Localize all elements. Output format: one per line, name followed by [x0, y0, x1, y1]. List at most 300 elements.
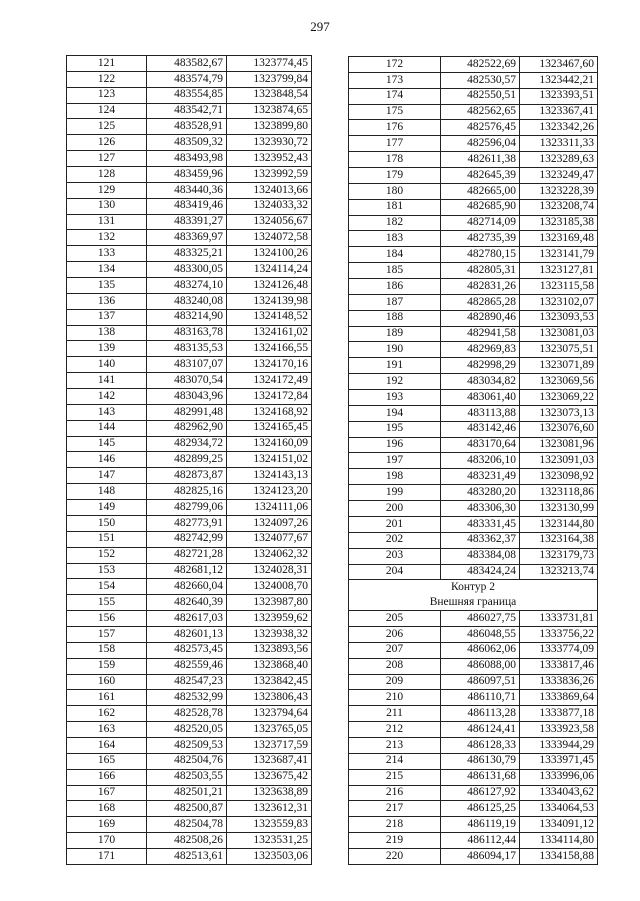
y-coordinate: 1323075,51: [520, 342, 598, 358]
table-row: [67, 658, 312, 674]
y-coordinate: 1323342,26: [520, 120, 598, 136]
table-row: [67, 71, 312, 87]
y-coordinate: 1334064,53: [520, 801, 598, 817]
x-coordinate: 482645,39: [441, 168, 520, 184]
y-coordinate: 1323073,13: [520, 405, 598, 421]
y-coordinate: 1323081,96: [520, 437, 598, 453]
point-number: 192: [349, 374, 441, 390]
x-coordinate: 483440,36: [147, 182, 227, 198]
point-number: 129: [67, 182, 147, 198]
y-coordinate: 1324123,20: [227, 484, 312, 500]
table-row: [67, 626, 312, 642]
table-row: [349, 57, 598, 73]
y-coordinate: 1323467,60: [520, 57, 598, 73]
point-number: 184: [349, 247, 441, 263]
table-row: [67, 151, 312, 167]
y-coordinate: 1323144,80: [520, 516, 598, 532]
table-row: [67, 468, 312, 484]
y-coordinate: 1333877,18: [520, 706, 598, 722]
point-number: 131: [67, 214, 147, 230]
y-coordinate: 1323531,25: [227, 833, 312, 849]
x-coordinate: 483459,96: [147, 167, 227, 183]
x-coordinate: 483362,37: [441, 532, 520, 548]
point-number: 157: [67, 626, 147, 642]
x-coordinate: 482681,12: [147, 563, 227, 579]
x-coordinate: 482576,45: [441, 120, 520, 136]
x-coordinate: 482509,53: [147, 737, 227, 753]
point-number: 160: [67, 674, 147, 690]
table-row: [349, 501, 598, 517]
point-number: 174: [349, 88, 441, 104]
table-row: [67, 198, 312, 214]
point-number: 208: [349, 658, 441, 674]
x-coordinate: 482899,25: [147, 452, 227, 468]
table-row: [67, 230, 312, 246]
x-coordinate: 483391,27: [147, 214, 227, 230]
table-row: [349, 421, 598, 437]
y-coordinate: 1333774,09: [520, 642, 598, 658]
point-number: 176: [349, 120, 441, 136]
x-coordinate: 483107,07: [147, 357, 227, 373]
x-coordinate: 483509,32: [147, 135, 227, 151]
table-row: [67, 785, 312, 801]
table-row: [349, 516, 598, 532]
point-number: 155: [67, 595, 147, 611]
table-row: [67, 135, 312, 151]
point-number: 200: [349, 501, 441, 517]
x-coordinate: 486048,55: [441, 626, 520, 642]
x-coordinate: 482890,46: [441, 310, 520, 326]
x-coordinate: 482714,09: [441, 215, 520, 231]
y-coordinate: 1323081,03: [520, 326, 598, 342]
point-number: 182: [349, 215, 441, 231]
point-number: 163: [67, 722, 147, 738]
x-coordinate: 483306,30: [441, 501, 520, 517]
x-coordinate: 486130,79: [441, 753, 520, 769]
x-coordinate: 483582,67: [147, 56, 227, 72]
x-coordinate: 486127,92: [441, 785, 520, 801]
y-coordinate: 1323717,59: [227, 737, 312, 753]
y-coordinate: 1323765,05: [227, 722, 312, 738]
table-row: [67, 563, 312, 579]
x-coordinate: 483274,10: [147, 278, 227, 294]
table-row: [67, 690, 312, 706]
x-coordinate: 482962,90: [147, 420, 227, 436]
table-row: [349, 706, 598, 722]
point-number: 141: [67, 373, 147, 389]
y-coordinate: 1324114,24: [227, 262, 312, 278]
table-row: [67, 706, 312, 722]
y-coordinate: 1333923,58: [520, 722, 598, 738]
y-coordinate: 1334158,88: [520, 848, 598, 864]
y-coordinate: 1323992,59: [227, 167, 312, 183]
x-coordinate: 482559,46: [147, 658, 227, 674]
y-coordinate: 1323442,21: [520, 72, 598, 88]
table-row: [349, 231, 598, 247]
y-coordinate: 1324148,52: [227, 309, 312, 325]
y-coordinate: 1333756,22: [520, 626, 598, 642]
table-row: [67, 769, 312, 785]
y-coordinate: 1333944,29: [520, 737, 598, 753]
point-number: 171: [67, 848, 147, 864]
x-coordinate: 483061,40: [441, 390, 520, 406]
point-number: 152: [67, 547, 147, 563]
x-coordinate: 482500,87: [147, 801, 227, 817]
point-number: 217: [349, 801, 441, 817]
point-number: 188: [349, 310, 441, 326]
point-number: 161: [67, 690, 147, 706]
table-row: [67, 214, 312, 230]
x-coordinate: 483554,85: [147, 87, 227, 103]
table-row: [349, 485, 598, 501]
point-number: 142: [67, 389, 147, 405]
y-coordinate: 1324165,45: [227, 420, 312, 436]
table-row: [67, 325, 312, 341]
x-coordinate: 482742,99: [147, 531, 227, 547]
point-number: 213: [349, 737, 441, 753]
table-row: [67, 722, 312, 738]
x-coordinate: 483070,54: [147, 373, 227, 389]
y-coordinate: 1323069,22: [520, 390, 598, 406]
y-coordinate: 1323130,99: [520, 501, 598, 517]
table-row: [67, 801, 312, 817]
table-row: [349, 263, 598, 279]
x-coordinate: 482504,76: [147, 753, 227, 769]
table-row: [349, 801, 598, 817]
table-row: [67, 515, 312, 531]
table-row: [67, 404, 312, 420]
point-number: 122: [67, 71, 147, 87]
y-coordinate: 1323612,31: [227, 801, 312, 817]
y-coordinate: 1324172,49: [227, 373, 312, 389]
point-number: 167: [67, 785, 147, 801]
point-number: 123: [67, 87, 147, 103]
x-coordinate: 483113,88: [441, 405, 520, 421]
y-coordinate: 1323367,41: [520, 104, 598, 120]
x-coordinate: 486119,19: [441, 817, 520, 833]
y-coordinate: 1324097,26: [227, 515, 312, 531]
x-coordinate: 482660,04: [147, 579, 227, 595]
point-number: 196: [349, 437, 441, 453]
x-coordinate: 482934,72: [147, 436, 227, 452]
table-row: [349, 548, 598, 564]
x-coordinate: 486062,06: [441, 642, 520, 658]
point-number: 135: [67, 278, 147, 294]
point-number: 195: [349, 421, 441, 437]
x-coordinate: 483231,49: [441, 469, 520, 485]
x-coordinate: 486131,68: [441, 769, 520, 785]
coordinates-table-right: [348, 56, 598, 865]
table-row: [349, 294, 598, 310]
table-row: [67, 674, 312, 690]
y-coordinate: 1323071,89: [520, 358, 598, 374]
x-coordinate: 483163,78: [147, 325, 227, 341]
y-coordinate: 1333836,26: [520, 674, 598, 690]
table-row: [67, 293, 312, 309]
point-number: 169: [67, 817, 147, 833]
y-coordinate: 1323794,64: [227, 706, 312, 722]
y-coordinate: 1334114,80: [520, 833, 598, 849]
y-coordinate: 1323069,56: [520, 374, 598, 390]
point-number: 197: [349, 453, 441, 469]
y-coordinate: 1323899,80: [227, 119, 312, 135]
x-coordinate: 482504,78: [147, 817, 227, 833]
y-coordinate: 1323799,84: [227, 71, 312, 87]
x-coordinate: 482991,48: [147, 404, 227, 420]
x-coordinate: 486128,33: [441, 737, 520, 753]
x-coordinate: 483280,20: [441, 485, 520, 501]
y-coordinate: 1324028,31: [227, 563, 312, 579]
point-number: 146: [67, 452, 147, 468]
table-row: [349, 199, 598, 215]
x-coordinate: 483170,64: [441, 437, 520, 453]
y-coordinate: 1334091,12: [520, 817, 598, 833]
y-coordinate: 1323987,80: [227, 595, 312, 611]
x-coordinate: 482528,78: [147, 706, 227, 722]
table-row: [349, 136, 598, 152]
y-coordinate: 1324072,58: [227, 230, 312, 246]
y-coordinate: 1323559,83: [227, 817, 312, 833]
y-coordinate: 1323503,06: [227, 848, 312, 864]
y-coordinate: 1324062,32: [227, 547, 312, 563]
point-number: 124: [67, 103, 147, 119]
x-coordinate: 483369,97: [147, 230, 227, 246]
table-row: [67, 357, 312, 373]
table-row: [349, 342, 598, 358]
point-number: 219: [349, 833, 441, 849]
y-coordinate: 1323076,60: [520, 421, 598, 437]
y-coordinate: 1323093,53: [520, 310, 598, 326]
point-number: 205: [349, 611, 441, 627]
contour-subtitle-row: [349, 595, 598, 610]
x-coordinate: 482601,13: [147, 626, 227, 642]
point-number: 212: [349, 722, 441, 738]
point-number: 179: [349, 168, 441, 184]
x-coordinate: 482596,04: [441, 136, 520, 152]
point-number: 214: [349, 753, 441, 769]
table-row: [67, 420, 312, 436]
table-row: [349, 279, 598, 295]
x-coordinate: 482501,21: [147, 785, 227, 801]
point-number: 165: [67, 753, 147, 769]
point-number: 210: [349, 690, 441, 706]
point-number: 190: [349, 342, 441, 358]
point-number: 187: [349, 294, 441, 310]
y-coordinate: 1323893,56: [227, 642, 312, 658]
point-number: 158: [67, 642, 147, 658]
point-number: 162: [67, 706, 147, 722]
y-coordinate: 1324056,67: [227, 214, 312, 230]
y-coordinate: 1323115,58: [520, 279, 598, 295]
point-number: 153: [67, 563, 147, 579]
x-coordinate: 483384,08: [441, 548, 520, 564]
y-coordinate: 1323806,43: [227, 690, 312, 706]
point-number: 199: [349, 485, 441, 501]
point-number: 126: [67, 135, 147, 151]
table-row: [67, 753, 312, 769]
x-coordinate: 483331,45: [441, 516, 520, 532]
y-coordinate: 1324139,98: [227, 293, 312, 309]
y-coordinate: 1324151,02: [227, 452, 312, 468]
page-number: 297: [310, 19, 330, 34]
x-coordinate: 483542,71: [147, 103, 227, 119]
x-coordinate: 486027,75: [441, 611, 520, 627]
point-number: 156: [67, 611, 147, 627]
y-coordinate: 1324170,16: [227, 357, 312, 373]
point-number: 183: [349, 231, 441, 247]
point-number: 164: [67, 737, 147, 753]
table-row: [67, 309, 312, 325]
point-number: 132: [67, 230, 147, 246]
table-row: [67, 848, 312, 864]
point-number: 147: [67, 468, 147, 484]
table-row: [67, 87, 312, 103]
x-coordinate: 482640,39: [147, 595, 227, 611]
point-number: 145: [67, 436, 147, 452]
point-number: 191: [349, 358, 441, 374]
y-coordinate: 1323228,39: [520, 183, 598, 199]
x-coordinate: 482503,55: [147, 769, 227, 785]
table-row: [349, 642, 598, 658]
x-coordinate: 482721,28: [147, 547, 227, 563]
table-row: [67, 611, 312, 627]
table-row: [349, 358, 598, 374]
point-number: 204: [349, 564, 441, 580]
x-coordinate: 482520,05: [147, 722, 227, 738]
x-coordinate: 483135,53: [147, 341, 227, 357]
table-row: [349, 833, 598, 849]
x-coordinate: 482735,39: [441, 231, 520, 247]
table-row: [349, 690, 598, 706]
x-coordinate: 482825,16: [147, 484, 227, 500]
table-row: [349, 785, 598, 801]
table-row: [67, 452, 312, 468]
x-coordinate: 483419,46: [147, 198, 227, 214]
contour-title-row: [349, 580, 598, 595]
point-number: 151: [67, 531, 147, 547]
x-coordinate: 482799,06: [147, 500, 227, 516]
x-coordinate: 482547,23: [147, 674, 227, 690]
table-row: [349, 437, 598, 453]
table-row: [67, 182, 312, 198]
x-coordinate: 483300,05: [147, 262, 227, 278]
y-coordinate: 1324013,66: [227, 182, 312, 198]
table-row: [67, 642, 312, 658]
point-number: 133: [67, 246, 147, 262]
y-coordinate: 1323118,86: [520, 485, 598, 501]
table-row: [349, 722, 598, 738]
table-row: [349, 168, 598, 184]
y-coordinate: 1323179,73: [520, 548, 598, 564]
table-row: [349, 247, 598, 263]
table-row: [67, 119, 312, 135]
table-row: [349, 611, 598, 627]
table-row: [349, 564, 598, 580]
y-coordinate: 1323098,92: [520, 469, 598, 485]
y-coordinate: 1323164,38: [520, 532, 598, 548]
y-coordinate: 1323774,45: [227, 56, 312, 72]
point-number: 136: [67, 293, 147, 309]
y-coordinate: 1324160,09: [227, 436, 312, 452]
table-row: [67, 246, 312, 262]
point-number: 137: [67, 309, 147, 325]
x-coordinate: 483142,46: [441, 421, 520, 437]
point-number: 150: [67, 515, 147, 531]
table-row: [349, 626, 598, 642]
table-row: [67, 56, 312, 72]
point-number: 121: [67, 56, 147, 72]
y-coordinate: 1324100,26: [227, 246, 312, 262]
table-row: [349, 453, 598, 469]
table-row: [67, 436, 312, 452]
table-row: [349, 769, 598, 785]
table-row: [349, 848, 598, 864]
y-coordinate: 1324143,13: [227, 468, 312, 484]
y-coordinate: 1323213,74: [520, 564, 598, 580]
y-coordinate: 1323687,41: [227, 753, 312, 769]
y-coordinate: 1334043,62: [520, 785, 598, 801]
table-row: [67, 547, 312, 563]
point-number: 202: [349, 532, 441, 548]
point-number: 138: [67, 325, 147, 341]
table-row: [349, 390, 598, 406]
x-coordinate: 482611,38: [441, 152, 520, 168]
x-coordinate: 482941,58: [441, 326, 520, 342]
table-row: [349, 310, 598, 326]
y-coordinate: 1324166,55: [227, 341, 312, 357]
x-coordinate: 483240,08: [147, 293, 227, 309]
point-number: 181: [349, 199, 441, 215]
y-coordinate: 1324008,70: [227, 579, 312, 595]
table-row: [67, 262, 312, 278]
point-number: 220: [349, 848, 441, 864]
table-row: [349, 405, 598, 421]
table-row: [67, 531, 312, 547]
table-row: [349, 215, 598, 231]
x-coordinate: 482831,26: [441, 279, 520, 295]
table-row: [67, 341, 312, 357]
x-coordinate: 482873,87: [147, 468, 227, 484]
x-coordinate: 483528,91: [147, 119, 227, 135]
x-coordinate: 483574,79: [147, 71, 227, 87]
y-coordinate: 1323638,89: [227, 785, 312, 801]
y-coordinate: 1323091,03: [520, 453, 598, 469]
x-coordinate: 482665,00: [441, 183, 520, 199]
x-coordinate: 483034,82: [441, 374, 520, 390]
point-number: 215: [349, 769, 441, 785]
table-row: [67, 389, 312, 405]
table-row: [349, 469, 598, 485]
table-row: [67, 167, 312, 183]
point-number: 207: [349, 642, 441, 658]
y-coordinate: 1333817,46: [520, 658, 598, 674]
y-coordinate: 1323185,38: [520, 215, 598, 231]
y-coordinate: 1323842,45: [227, 674, 312, 690]
y-coordinate: 1323249,47: [520, 168, 598, 184]
y-coordinate: 1333996,06: [520, 769, 598, 785]
point-number: 194: [349, 405, 441, 421]
point-number: 130: [67, 198, 147, 214]
table-row: [67, 817, 312, 833]
point-number: 211: [349, 706, 441, 722]
coordinates-table-left: [66, 55, 312, 865]
table-row: [349, 532, 598, 548]
y-coordinate: 1323289,63: [520, 152, 598, 168]
y-coordinate: 1323127,81: [520, 263, 598, 279]
table-row: [349, 374, 598, 390]
point-number: 166: [67, 769, 147, 785]
x-coordinate: 482550,51: [441, 88, 520, 104]
